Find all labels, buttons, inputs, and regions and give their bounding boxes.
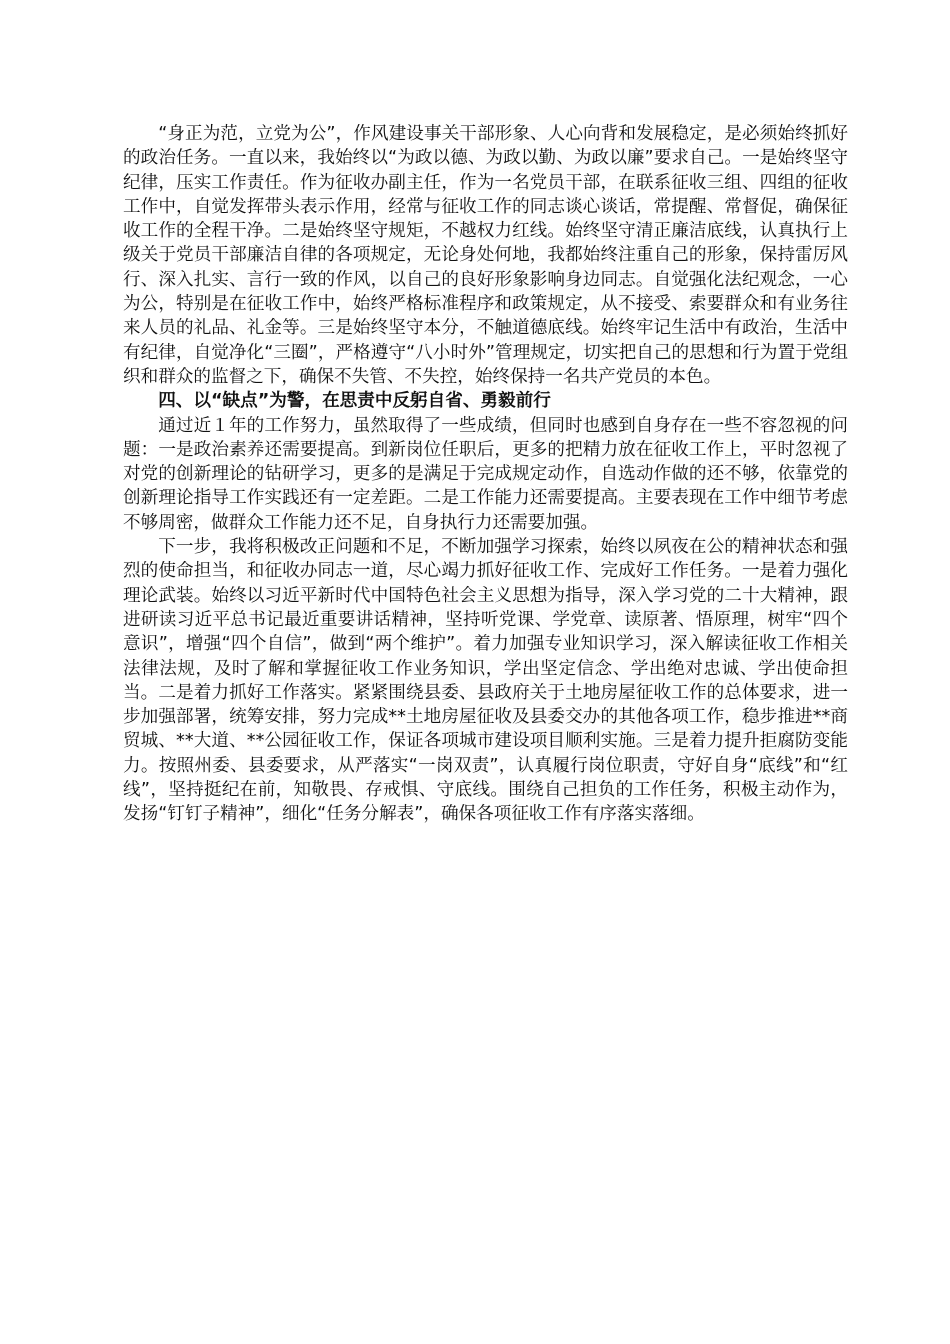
paragraph-problems: 通过近１年的工作努力，虽然取得了一些成绩，但同时也感到自身存在一些不容忽视的问题：一是政治素养还需要提高。到新岗位任职后，更多的把精力放在征收工作上，平时忽视了对党的创新理论的钻研学习，更多的是满足于完成规定动作，自选动作做的还不够，依靠党的创新理论指导工作实践还有一定差距。二是工作能力还需要提高。主要表现在工作中细节考虑不够周密，做群众工作能力还不足，自身执行力还需要加强。 [123, 415, 848, 533]
paragraph-next-steps: 下一步，我将积极改正问题和不足，不断加强学习探索，始终以夙夜在公的精神状态和强烈的使命担当，和征收办同志一道，尽心竭力抓好征收工作、完成好工作任务。一是着力强化理论武装。始终以习近平新时代中国特色社会主义思想为指导，深入学习党的二十大精神，跟进研读习近平总书记最近重要讲话精神，坚持听党课、学党章、读原著、悟原理，树牢“四个意识”，增强“四个自信”，做到“两个维护”。着力加强专业知识学习，深入解读征收工作相关法律法规，及时了解和掌握征收工作业务知识，学出坚定信念、学出绝对忠诚、学出使命担当。二是着力抓好工作落实。紧紧围绕县委、县政府关于土地房屋征收工作的总体要求，进一步加强部署，统筹安排，努力完成**土地房屋征收及县委交办的其他各项工作，稳步推进**商贸城、**大道、**公园征收工作，保证各项城市建设项目顺利实施。三是着力提升拒腐防变能力。按照州委、县委要求，从严落实“一岗双责”，认真履行岗位职责，守好自身“底线”和“红线”，坚持挺纪在前，知敬畏、存戒惧、守底线。围绕自己担负的工作任务，积极主动作为，发扬“钉钉子精神”，细化“任务分解表”，确保各项征收工作有序落实落细。 [123, 537, 848, 825]
section-heading-shortcomings: 四、以“缺点”为警，在思责中反躬自省、勇毅前行 [158, 391, 551, 412]
paragraph-style-discipline: “身正为范，立党为公”，作风建设事关干部形象、人心向背和发展稳定，是必须始终抓好的政治任务。一直以来，我始终以“为政以德、为政以勤、为政以廉”要求自己。一是始终坚守纪律，压实工作责任。作为征收办副主任，作为一名党员干部，在联系征收三组、四组的征收工作中，自觉发挥带头表示作用，经常与征收工作的同志谈心谈话，常提醒、常督促，确保征收工作的全程干净。二是始终坚守规矩，不越权力红线。始终坚守清正廉洁底线，认真执行上级关于党员干部廉洁自律的各项规定，无论身处何地，我都始终注重自己的形象，保持雷厉风行、深入扎实、言行一致的作风，以自己的良好形象影响身边同志。自觉强化法纪观念，一心为公，特别是在征收工作中，始终严格标准程序和政策规定，从不接受、索要群众和有业务往来人员的礼品、礼金等。三是始终坚守本分，不触道德底线。始终牢记生活中有政治，生活中有纪律，自觉净化“三圈”，严格遵守“八小时外”管理规定，切实把自己的思想和行为置于党组织和群众的监督之下，确保不失管、不失控，始终保持一名共产党员的本色。 [123, 124, 848, 387]
document-page [123, 122, 848, 827]
